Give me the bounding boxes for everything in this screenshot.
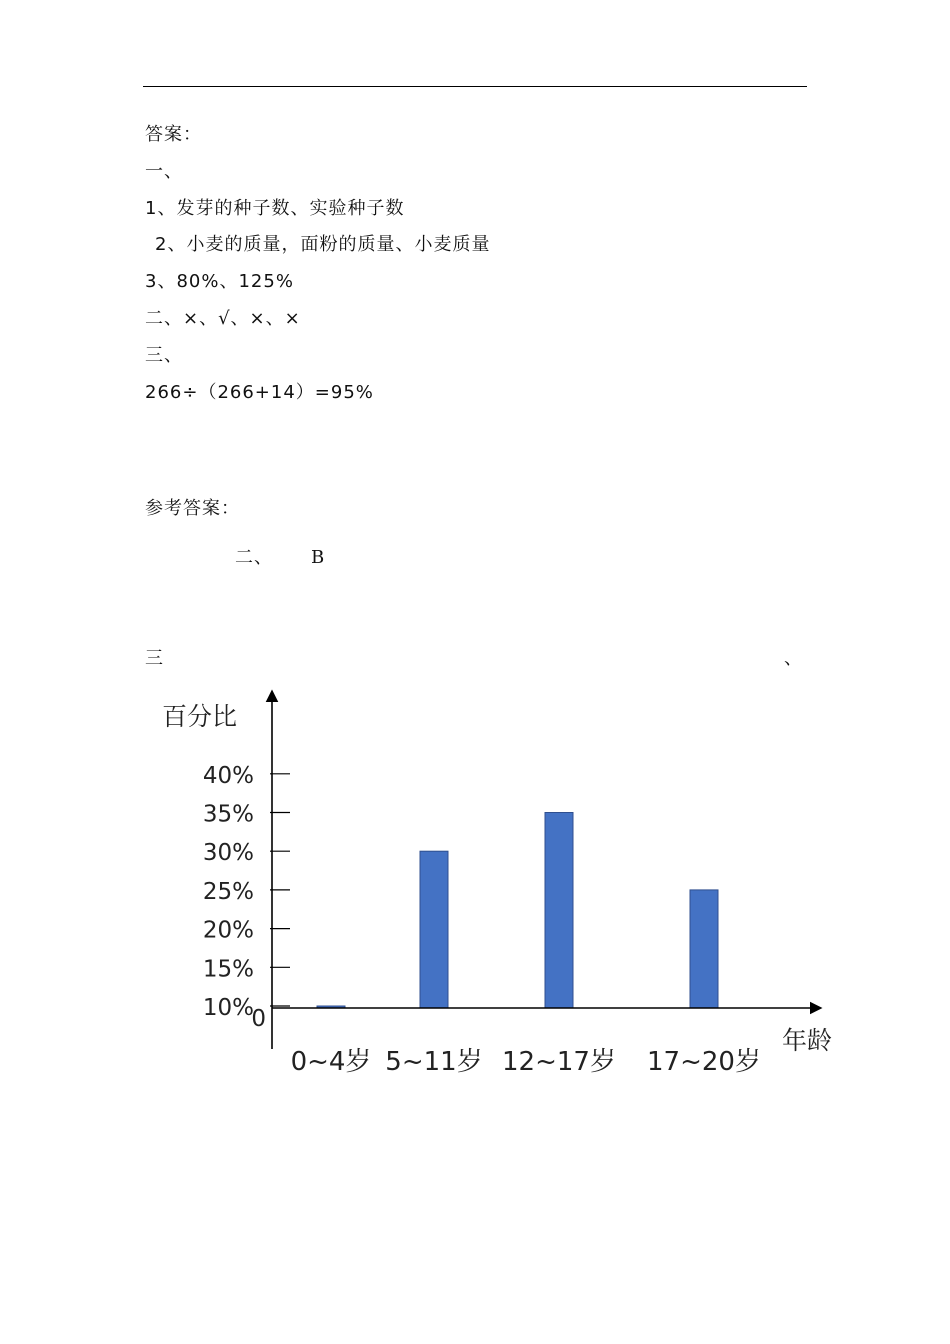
x-category-label: 12~17岁 [502,1047,616,1077]
reference-section-three-mark: 、 [784,648,803,669]
y-tick-label: 10% [202,995,254,1021]
y-tick-label: 30% [202,840,254,867]
x-axis-title: 年龄 [782,1026,833,1055]
y-axis-title: 百分比 [162,702,238,731]
reference-heading: 参考答案： [145,498,240,519]
section-two-answers: 二、×、√、×、× [145,308,301,329]
header-rule [143,86,807,87]
x-category-label: 5~11岁 [385,1047,483,1077]
age-percentage-bar-chart [150,684,850,1084]
reference-section-two-label: 二、 [235,547,273,568]
answer-item-3: 3、80%、125% [145,271,294,292]
y-tick-label: 35% [202,801,254,828]
answer-item-1: 1、发芽的种子数、实验种子数 [145,198,405,219]
bar [545,813,573,1009]
reference-section-two-answer: B [311,547,326,568]
bar [690,890,718,1008]
y-tick-label: 40% [202,762,254,789]
bar [420,851,448,1008]
reference-section-three-label: 三 [145,648,164,669]
answer-item-2: 2、小麦的质量，面粉的质量、小麦质量 [155,234,491,255]
x-category-label: 17~20岁 [647,1047,761,1077]
y-tick-label: 0 [251,1006,266,1032]
section-one-label: 一、 [145,161,183,182]
x-category-label: 0~4岁 [290,1047,372,1077]
calculation-answer: 266÷（266+14）=95% [145,382,374,403]
y-tick-label: 15% [202,956,254,983]
section-three-label: 三、 [145,345,183,366]
y-tick-label: 25% [202,878,254,905]
y-tick-label: 20% [202,917,254,944]
answers-heading: 答案： [145,124,202,145]
